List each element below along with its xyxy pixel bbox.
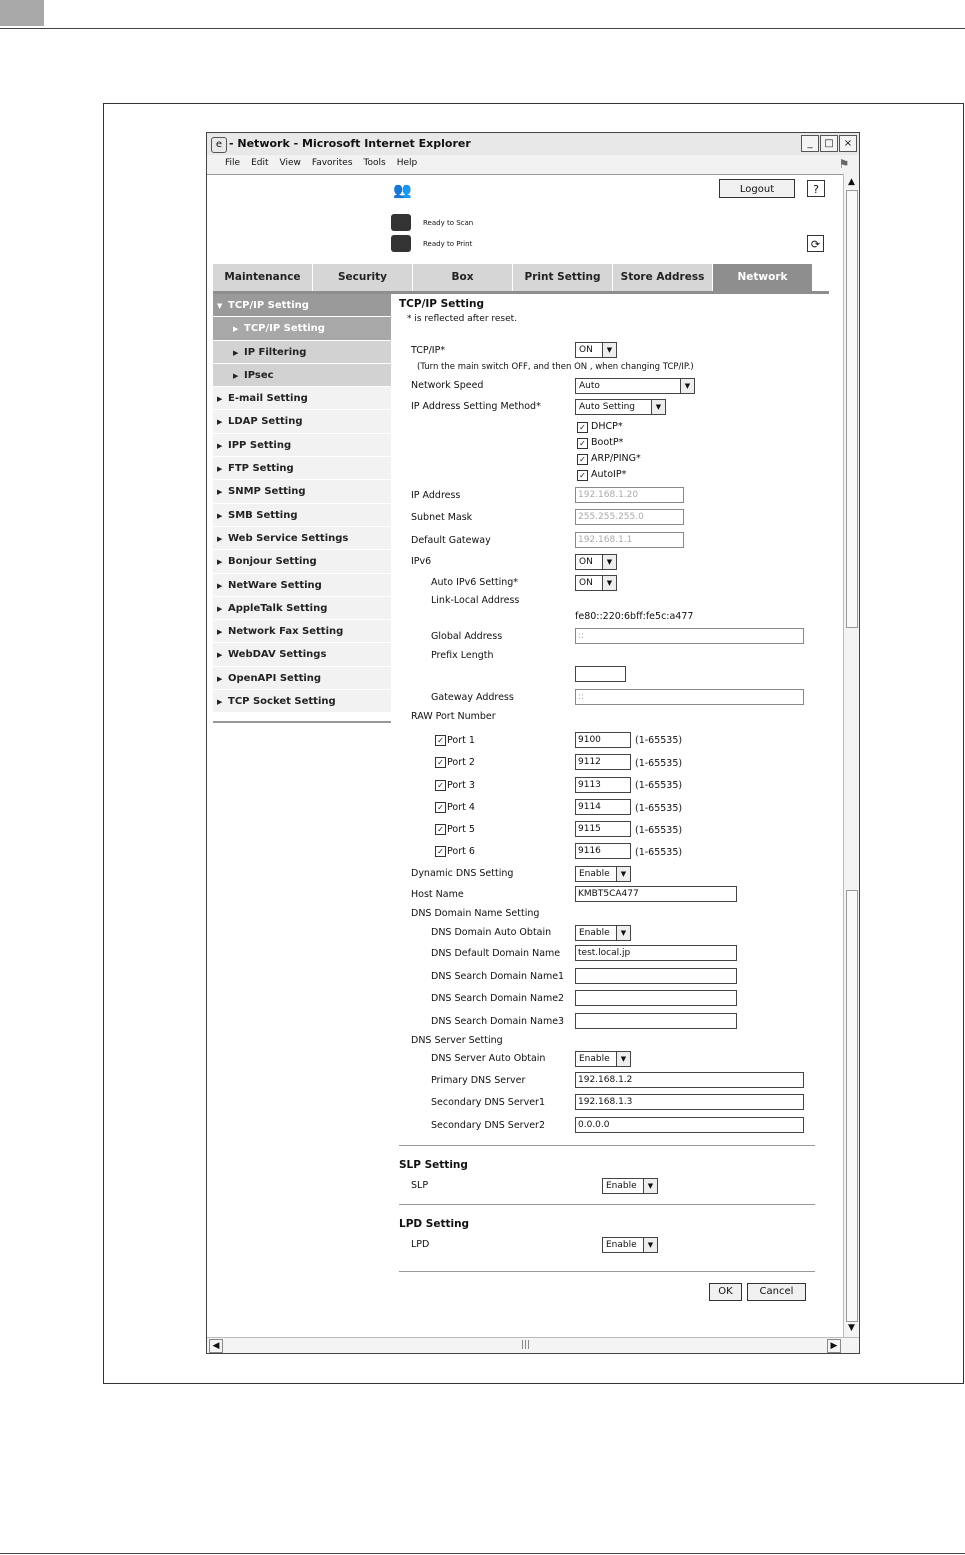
tab-maintenance[interactable]: Maintenance xyxy=(213,264,313,291)
dynamic-dns-select[interactable]: Enable ▼ xyxy=(575,866,631,882)
page-top-rule xyxy=(0,28,965,29)
triangle-down-icon: ▼ xyxy=(217,302,223,310)
triangle-right-icon: ▶ xyxy=(217,488,223,497)
secondary-dns2-input[interactable]: 0.0.0.0 xyxy=(575,1117,804,1133)
maximize-button[interactable]: □ xyxy=(820,135,838,152)
gateway-address-input[interactable]: :: xyxy=(575,689,804,705)
reset-note: * is reflected after reset. xyxy=(407,314,518,324)
user-icon: 👥 xyxy=(393,181,412,199)
link-local-value: fe80::220:6bff:fe5c:a477 xyxy=(575,611,694,622)
subnet-mask-label: Subnet Mask xyxy=(411,512,473,523)
triangle-right-icon: ▶ xyxy=(217,674,223,683)
triangle-right-icon: ▶ xyxy=(217,511,223,520)
ie-app-icon: e xyxy=(211,137,227,153)
arpping-label: ARP/PING* xyxy=(591,453,641,464)
menu-edit[interactable]: Edit xyxy=(251,158,269,168)
chevron-down-icon: ▼ xyxy=(680,379,694,393)
scroll-up-icon[interactable]: ▲ xyxy=(848,177,855,187)
raw-port-label: RAW Port Number xyxy=(411,711,496,722)
port5-checkbox[interactable]: ✓ xyxy=(435,824,446,835)
port1-checkbox[interactable]: ✓ xyxy=(435,735,446,746)
chevron-down-icon: ▼ xyxy=(602,555,616,569)
menu-file[interactable]: File xyxy=(225,158,241,168)
triangle-right-icon: ▶ xyxy=(233,348,239,357)
dns-search2-input[interactable] xyxy=(575,990,737,1006)
sidebar-bottom-rule xyxy=(213,721,391,723)
port5-input[interactable]: 9115 xyxy=(575,821,631,837)
vertical-scrollbar[interactable] xyxy=(843,174,859,1337)
minimize-button[interactable]: _ xyxy=(801,135,819,152)
menu-view[interactable]: View xyxy=(279,158,301,168)
port4-checkbox[interactable]: ✓ xyxy=(435,802,446,813)
sidebar-item-ipp[interactable]: ▶ IPP Setting xyxy=(213,434,391,457)
subnet-mask-input[interactable]: 255.255.255.0 xyxy=(575,509,684,525)
dns-domain-auto-select[interactable]: Enable ▼ xyxy=(575,925,631,941)
dns-search1-input[interactable] xyxy=(575,968,737,984)
secondary-dns2-label: Secondary DNS Server2 xyxy=(431,1120,545,1131)
triangle-right-icon: ▶ xyxy=(217,418,223,427)
slp-select[interactable]: Enable ▼ xyxy=(602,1178,658,1194)
ip-address-input[interactable]: 192.168.1.20 xyxy=(575,487,684,503)
chevron-down-icon: ▼ xyxy=(616,926,630,940)
printer-icon xyxy=(391,235,411,252)
sidebar-item-smb[interactable]: ▶ SMB Setting xyxy=(213,504,391,527)
section-title-lpd: LPD Setting xyxy=(399,1218,470,1230)
dns-server-setting-label: DNS Server Setting xyxy=(411,1035,503,1046)
auto-ipv6-label: Auto IPv6 Setting* xyxy=(431,577,519,588)
network-speed-label: Network Speed xyxy=(411,380,484,391)
dns-search3-label: DNS Search Domain Name3 xyxy=(431,1016,565,1027)
browser-window xyxy=(206,132,860,1354)
chevron-down-icon: ▼ xyxy=(643,1238,657,1252)
triangle-right-icon: ▶ xyxy=(217,604,223,613)
page-bottom-rule xyxy=(0,1553,965,1554)
link-local-label: Link-Local Address xyxy=(431,595,520,606)
tcpip-label: TCP/IP* xyxy=(411,345,446,356)
triangle-right-icon: ▶ xyxy=(217,581,223,590)
dhcp-label: DHCP* xyxy=(591,421,623,432)
tab-print-setting[interactable]: Print Setting xyxy=(513,264,613,291)
sidebar-item-web-service[interactable]: ▶ Web Service Settings xyxy=(213,527,391,550)
chevron-down-icon: ▼ xyxy=(643,1179,657,1193)
primary-dns-label: Primary DNS Server xyxy=(431,1075,526,1086)
horizontal-scrollbar[interactable] xyxy=(207,1337,859,1353)
autoip-checkbox[interactable]: ✓ xyxy=(577,470,588,481)
printer-status xyxy=(391,235,472,252)
triangle-right-icon: ▶ xyxy=(217,395,223,404)
scroll-grip-icon: ||| xyxy=(521,1340,531,1350)
triangle-right-icon: ▶ xyxy=(217,698,223,707)
slp-label: SLP xyxy=(411,1180,429,1191)
port6-checkbox[interactable]: ✓ xyxy=(435,846,446,857)
triangle-right-icon: ▶ xyxy=(217,558,223,567)
refresh-icon[interactable]: ⟳ xyxy=(807,235,824,252)
port6-input[interactable]: 9116 xyxy=(575,843,631,859)
settings-panel xyxy=(399,298,817,1297)
network-speed-select[interactable]: Auto ▼ xyxy=(575,378,695,394)
printer-status-text: Ready to Print xyxy=(423,239,473,248)
host-name-label: Host Name xyxy=(411,889,464,900)
triangle-right-icon: ▶ xyxy=(217,534,223,543)
dynamic-dns-label: Dynamic DNS Setting xyxy=(411,868,514,879)
section-title-slp: SLP Setting xyxy=(399,1159,468,1171)
section-divider xyxy=(399,1271,815,1272)
ipv6-select[interactable]: ON ▼ xyxy=(575,554,617,570)
sidebar-item-tcp-socket[interactable]: ▶ TCP Socket Setting xyxy=(213,690,391,713)
sidebar-item-ftp[interactable]: ▶ FTP Setting xyxy=(213,457,391,480)
windows-flag-icon: ⚑ xyxy=(838,157,850,171)
page-content xyxy=(207,174,843,1337)
bootp-checkbox[interactable]: ✓ xyxy=(577,438,588,449)
port5-label: Port 5 xyxy=(447,824,475,835)
dns-search1-label: DNS Search Domain Name1 xyxy=(431,971,565,982)
help-button[interactable]: ? xyxy=(807,180,825,197)
section-divider xyxy=(399,1145,815,1146)
triangle-right-icon: ▶ xyxy=(233,325,239,334)
sidebar-item-netware[interactable]: ▶ NetWare Setting xyxy=(213,574,391,597)
dns-domain-auto-label: DNS Domain Auto Obtain xyxy=(431,927,552,938)
logout-button[interactable]: Logout xyxy=(719,179,795,198)
dns-search2-label: DNS Search Domain Name2 xyxy=(431,993,565,1004)
port5-range: (1-65535) xyxy=(635,825,683,836)
port1-input[interactable]: 9100 xyxy=(575,732,631,748)
port2-label: Port 2 xyxy=(447,757,475,768)
ip-method-select[interactable]: Auto Setting ▼ xyxy=(575,399,666,415)
dns-domain-setting-label: DNS Domain Name Setting xyxy=(411,908,540,919)
port3-label: Port 3 xyxy=(447,780,475,791)
menu-bar xyxy=(207,155,859,175)
port3-range: (1-65535) xyxy=(635,780,683,791)
sidebar-item-network-fax[interactable]: ▶ Network Fax Setting xyxy=(213,620,391,643)
port3-checkbox[interactable]: ✓ xyxy=(435,780,446,791)
triangle-right-icon: ▶ xyxy=(217,441,223,450)
autoip-label: AutoIP* xyxy=(591,469,627,480)
bootp-label: BootP* xyxy=(591,437,624,448)
sidebar-subitem-ipsec[interactable]: ▶ IPsec xyxy=(213,364,391,387)
primary-dns-input[interactable]: 192.168.1.2 xyxy=(575,1072,804,1088)
port4-input[interactable]: 9114 xyxy=(575,799,631,815)
sidebar-subitem-tcpip[interactable]: ▶ TCP/IP Setting xyxy=(213,317,391,340)
ip-address-label: IP Address xyxy=(411,490,461,501)
port6-label: Port 6 xyxy=(447,846,475,857)
sidebar-item-bonjour[interactable]: ▶ Bonjour Setting xyxy=(213,550,391,573)
lpd-label: LPD xyxy=(411,1239,430,1250)
sidebar-item-snmp[interactable]: ▶ SNMP Setting xyxy=(213,480,391,503)
port2-range: (1-65535) xyxy=(635,758,683,769)
chevron-down-icon: ▼ xyxy=(616,1052,630,1066)
gateway-address-label: Gateway Address xyxy=(431,692,514,703)
title-bar xyxy=(207,133,859,156)
scanner-icon xyxy=(391,214,411,231)
triangle-right-icon: ▶ xyxy=(217,465,223,474)
scroll-left-icon[interactable]: ◀ xyxy=(209,1339,223,1353)
menu-favorites[interactable]: Favorites xyxy=(311,158,353,168)
prefix-length-label: Prefix Length xyxy=(431,650,494,661)
scanner-status-text: Ready to Scan xyxy=(423,218,474,227)
triangle-right-icon: ▶ xyxy=(217,651,223,660)
chevron-down-icon: ▼ xyxy=(651,400,665,414)
chevron-down-icon: ▼ xyxy=(602,576,616,590)
main-tabs xyxy=(213,264,829,291)
port6-range: (1-65535) xyxy=(635,847,683,858)
sidebar-subitem-ip-filtering[interactable]: ▶ IP Filtering xyxy=(213,341,391,364)
dns-search3-input[interactable] xyxy=(575,1013,737,1029)
scroll-down-icon[interactable]: ▼ xyxy=(848,1323,855,1333)
section-divider xyxy=(399,1204,815,1205)
scanner-status xyxy=(391,214,473,231)
dns-default-domain-label: DNS Default Domain Name xyxy=(431,948,561,959)
sidebar-item-ldap[interactable]: ▶ LDAP Setting xyxy=(213,410,391,433)
auto-ipv6-select[interactable]: ON ▼ xyxy=(575,575,617,591)
scroll-track-segment xyxy=(846,890,858,1322)
default-gateway-input[interactable]: 192.168.1.1 xyxy=(575,532,684,548)
ip-method-label: IP Address Setting Method* xyxy=(411,401,541,412)
scroll-right-icon[interactable]: ▶ xyxy=(827,1339,841,1353)
tcpip-select[interactable]: ON ▼ xyxy=(575,342,617,358)
window-title: - Network - Microsoft Internet Explorer xyxy=(229,137,471,150)
port3-input[interactable]: 9113 xyxy=(575,777,631,793)
tab-network[interactable]: Network xyxy=(713,264,813,291)
secondary-dns1-label: Secondary DNS Server1 xyxy=(431,1097,545,1108)
cancel-button[interactable]: Cancel xyxy=(747,1283,806,1301)
global-address-label: Global Address xyxy=(431,631,503,642)
close-button[interactable]: × xyxy=(839,135,857,152)
sidebar-item-tcpip[interactable]: ▼ TCP/IP Setting xyxy=(213,294,391,317)
default-gateway-label: Default Gateway xyxy=(411,535,491,546)
dhcp-checkbox[interactable]: ✓ xyxy=(577,422,588,433)
arpping-checkbox[interactable]: ✓ xyxy=(577,454,588,465)
menu-tools[interactable]: Tools xyxy=(363,158,386,168)
port1-label: Port 1 xyxy=(447,735,475,746)
sidebar-item-webdav[interactable]: ▶ WebDAV Settings xyxy=(213,643,391,666)
global-address-input[interactable]: :: xyxy=(575,628,804,644)
port4-label: Port 4 xyxy=(447,802,475,813)
chevron-down-icon: ▼ xyxy=(602,343,616,357)
prefix-length-input[interactable] xyxy=(575,666,626,682)
sidebar-item-openapi[interactable]: ▶ OpenAPI Setting xyxy=(213,667,391,690)
menu-help[interactable]: Help xyxy=(396,158,418,168)
page-corner-block xyxy=(0,0,44,26)
host-name-input[interactable]: KMBT5CA477 xyxy=(575,886,737,902)
dns-server-auto-label: DNS Server Auto Obtain xyxy=(431,1053,546,1064)
tab-security[interactable]: Security xyxy=(313,264,413,291)
secondary-dns1-input[interactable]: 192.168.1.3 xyxy=(575,1094,804,1110)
triangle-right-icon: ▶ xyxy=(217,628,223,637)
sidebar-item-appletalk[interactable]: ▶ AppleTalk Setting xyxy=(213,597,391,620)
sidebar-item-email[interactable]: ▶ E-mail Setting xyxy=(213,387,391,410)
port1-range: (1-65535) xyxy=(635,735,683,746)
section-title-tcpip: TCP/IP Setting xyxy=(399,298,484,310)
tab-store-address[interactable]: Store Address xyxy=(613,264,713,291)
ipv6-label: IPv6 xyxy=(411,556,432,567)
port2-input[interactable]: 9112 xyxy=(575,754,631,770)
tcpip-hint: (Turn the main switch OFF, and then ON , when changing TCP/IP.) xyxy=(417,362,694,372)
ok-button[interactable]: OK xyxy=(709,1283,742,1301)
sidebar xyxy=(213,294,391,723)
port4-range: (1-65535) xyxy=(635,803,683,814)
lpd-select[interactable]: Enable ▼ xyxy=(602,1237,658,1253)
tab-box[interactable]: Box xyxy=(413,264,513,291)
scroll-thumb[interactable] xyxy=(846,190,858,628)
triangle-right-icon: ▶ xyxy=(233,371,239,380)
port2-checkbox[interactable]: ✓ xyxy=(435,757,446,768)
chevron-down-icon: ▼ xyxy=(616,867,630,881)
dns-server-auto-select[interactable]: Enable ▼ xyxy=(575,1051,631,1067)
dns-default-domain-input[interactable]: test.local.jp xyxy=(575,945,737,961)
